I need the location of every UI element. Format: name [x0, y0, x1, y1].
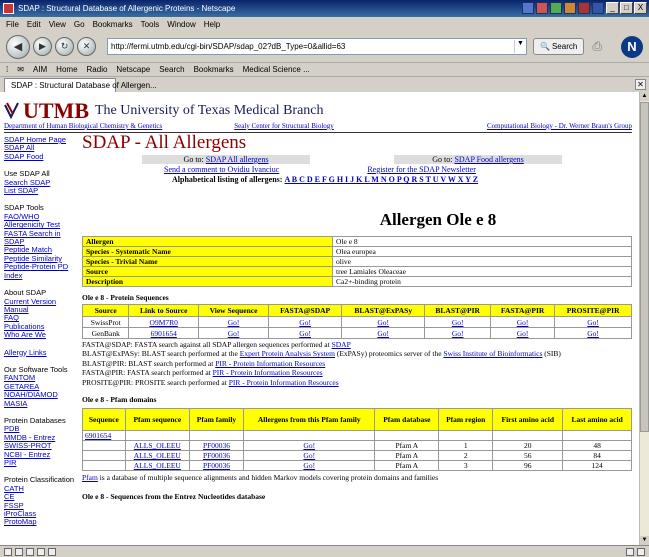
pf-empty-cell: [375, 431, 439, 441]
go-link[interactable]: Go!: [299, 328, 311, 338]
protein-sequences-table: [82, 304, 632, 339]
sidebar-link[interactable]: Publications: [4, 321, 45, 331]
pf-header-cell: Sequence: [83, 409, 126, 431]
pf-cell: [189, 451, 243, 461]
ps-header-row: [83, 305, 632, 317]
pfam-family-link[interactable]: PF00036: [202, 461, 231, 471]
navigation-toolbar: [0, 31, 649, 63]
go-link[interactable]: Go!: [227, 317, 240, 327]
info-value: Ca2+-binding protein: [333, 277, 632, 287]
ps-cell: [555, 328, 632, 339]
sidebar-link[interactable]: Peptide Match: [4, 245, 52, 255]
pf-empty-cell: [189, 431, 243, 441]
pf-cell: [244, 461, 375, 471]
scroll-up-icon[interactable]: ▲: [641, 93, 648, 99]
menu-tools[interactable]: Tools: [140, 19, 160, 29]
sidebar-heading: Use SDAP All: [4, 169, 50, 179]
entrez-section-title: Ole e 8 - Sequences from the Entrez Nucleotides database: [82, 492, 266, 502]
url-text: http://fermi.utmb.edu/cgi-bin/SDAP/sdap_02?dB_Type=0&allid=63: [111, 42, 346, 51]
status-bar: [0, 545, 649, 557]
info-value: Olea europea: [333, 247, 632, 257]
ps-cell: [269, 317, 342, 328]
ps-cell: [269, 328, 342, 339]
ps-cell: [198, 317, 268, 328]
pf-cell: [125, 461, 189, 471]
pf-empty-cell: [83, 461, 126, 471]
university-name: The University of Texas Medical Branch: [95, 103, 324, 118]
info-row: [83, 277, 632, 287]
sidebar-heading: Our Software Tools: [4, 364, 68, 374]
allergen-info-table: [82, 236, 632, 287]
alphabet-label: Alphabetical listing of allergens:: [172, 175, 283, 184]
table-row: [83, 317, 632, 328]
navigator-icon[interactable]: [4, 548, 12, 556]
personal-radio[interactable]: Radio: [86, 65, 108, 74]
sidebar-link[interactable]: Who Are We: [4, 330, 46, 340]
ps-header-cell: BLAST@PIR: [425, 305, 491, 317]
ps-cell: [129, 328, 199, 339]
info-value: tree Lamiales Oleaceae: [333, 267, 632, 277]
pfam-seq-link[interactable]: ALLS_OLEEU: [133, 441, 181, 451]
pf-cell: 84: [563, 451, 632, 461]
pf-cell: 2: [439, 451, 493, 461]
toolbar-extension-icon[interactable]: [522, 2, 534, 14]
go-link[interactable]: Go!: [377, 317, 390, 327]
ps-cell: [555, 317, 632, 328]
composer-icon[interactable]: [26, 548, 34, 556]
newsletter-link[interactable]: Register for the SDAP Newsletter: [367, 165, 476, 174]
note-line: FASTA@SDAP: FASTA search against all SDAP allergen sequences performed at SDAP: [82, 340, 351, 349]
dept-link-compbio[interactable]: Computational Biology - Dr. Werner Braun's Group: [486, 122, 632, 130]
ps-cell: [491, 328, 555, 339]
pf-header-cell: First amino acid: [493, 409, 563, 431]
menu-bar: [0, 17, 649, 31]
menu-bookmarks[interactable]: Bookmarks: [92, 19, 133, 29]
page-content: [0, 92, 639, 545]
source-link[interactable]: O9M7R0: [149, 317, 178, 327]
sidebar-link[interactable]: Allergenicity Test: [4, 220, 61, 230]
menu-file[interactable]: File: [6, 19, 19, 29]
dept-link-sealy[interactable]: Sealy Center for Structural Biology: [234, 122, 334, 130]
go-link[interactable]: Go!: [587, 328, 599, 338]
info-key: Source: [83, 267, 333, 277]
sidebar-link[interactable]: SDAP: [4, 237, 25, 247]
sidebar-link[interactable]: SDAP Food: [4, 151, 44, 161]
ps-cell: [491, 317, 555, 328]
info-row: [83, 237, 632, 247]
ps-header-cell: FASTA@SDAP: [269, 305, 342, 317]
go-link[interactable]: Go!: [516, 317, 529, 327]
sidebar-link[interactable]: GETAREA: [4, 381, 40, 391]
toolbar-extension-icon[interactable]: [536, 2, 548, 14]
netscape-logo[interactable]: N: [621, 36, 643, 58]
utmb-logo[interactable]: [4, 98, 89, 124]
search-icon: 🔍: [540, 42, 550, 51]
ps-header-cell: FASTA@PIR: [491, 305, 555, 317]
sidebar-heading: Protein Classification: [4, 475, 75, 485]
search-notes: [82, 340, 634, 387]
pf-empty-cell: [493, 431, 563, 441]
dept-link-biochem[interactable]: Department of Human Biological Chemistry & Genetics: [4, 122, 163, 130]
note-link[interactable]: PIR - Protein Information Resources: [215, 358, 326, 368]
allergen-title: Allergen Ole e 8: [379, 210, 497, 229]
personal-medical-science[interactable]: Medical Science ...: [242, 65, 310, 74]
chat-icon[interactable]: [37, 548, 45, 556]
ps-header-cell: View Sequence: [198, 305, 268, 317]
mail-icon[interactable]: ✉: [17, 65, 24, 74]
note-line: FASTA@PIR: FASTA search performed at PIR - Protein Information Resources: [82, 368, 323, 378]
minimize-button[interactable]: _: [606, 2, 619, 14]
utmb-logo-text: UTMB: [23, 98, 89, 123]
pfam-family-link[interactable]: PF00036: [202, 451, 231, 461]
info-key: Description: [83, 277, 333, 287]
scroll-thumb[interactable]: [640, 102, 649, 432]
go-link[interactable]: Go!: [303, 441, 316, 451]
menu-window[interactable]: Window: [167, 19, 196, 29]
goto-food-box: Go to: SDAP Food allergens: [394, 155, 562, 164]
note-link[interactable]: SDAP: [331, 340, 351, 349]
title-bar: [0, 0, 649, 17]
tab-bar: [0, 77, 649, 92]
source-link[interactable]: 6901654: [150, 328, 177, 338]
ps-header-cell: Link to Source: [129, 305, 199, 317]
sidebar-nav: [4, 136, 80, 527]
pf-cell: Pfam A: [375, 451, 439, 461]
sidebar-link[interactable]: FANTOM: [4, 373, 36, 383]
note-link[interactable]: PIR - Protein Information Resources: [212, 368, 323, 378]
note-line: BLAST@PIR: BLAST search performed at PIR - Protein Information Resources: [82, 358, 326, 368]
ps-cell: SwissProt: [83, 317, 129, 328]
pf-empty-cell: [563, 431, 632, 441]
sidebar-heading: SDAP Tools: [4, 203, 44, 213]
note-link[interactable]: Swiss Institute of Bioinformatics: [443, 349, 543, 359]
info-key: Allergen: [83, 237, 333, 247]
page-title: SDAP - All Allergens: [82, 132, 247, 153]
personal-search[interactable]: Search: [159, 65, 185, 74]
note-link[interactable]: Expert Protein Analysis System: [239, 349, 335, 359]
pf-empty-cell: [439, 431, 493, 441]
go-link[interactable]: Go!: [451, 317, 464, 327]
protein-sequences-title: Ole e 8 - Protein Sequences: [82, 293, 169, 302]
sidebar-link[interactable]: NCBI - Entrez: [4, 449, 51, 459]
sidebar-link[interactable]: FASTA Search in: [4, 228, 61, 238]
pf-cell: [244, 441, 375, 451]
go-link[interactable]: Go!: [377, 328, 390, 338]
pf-empty-cell: [83, 451, 126, 461]
stop-button[interactable]: ✕: [77, 37, 96, 56]
print-icon[interactable]: ⎙: [592, 39, 602, 53]
pf-cell: Pfam A: [375, 461, 439, 471]
pf-header-cell: Pfam database: [375, 409, 439, 431]
sidebar-link[interactable]: PDB: [4, 424, 20, 434]
search-button[interactable]: [533, 38, 584, 55]
pf-cell: 48: [563, 441, 632, 451]
search-button-label: Search: [551, 42, 578, 51]
menu-view[interactable]: View: [48, 19, 66, 29]
ps-cell: [198, 328, 268, 339]
personal-netscape[interactable]: Netscape: [116, 65, 151, 74]
pf-empty-cell: [83, 441, 126, 451]
pf-cell: Pfam A: [375, 441, 439, 451]
sidebar-link[interactable]: iProClass: [4, 509, 37, 519]
scroll-down-icon[interactable]: ▼: [641, 537, 648, 543]
personal-toolbar: [0, 63, 649, 77]
menu-help[interactable]: Help: [203, 19, 221, 29]
sidebar-heading: About SDAP: [4, 288, 47, 298]
sidebar-link[interactable]: FAQ: [4, 313, 20, 323]
pf-cell: 96: [493, 461, 563, 471]
personal-home[interactable]: Home: [56, 65, 78, 74]
pf-cell: [189, 461, 243, 471]
maximize-button[interactable]: □: [620, 2, 633, 14]
info-value: olive: [333, 257, 632, 267]
sidebar-heading: Protein Databases: [4, 415, 66, 425]
pf-header-cell: Pfam family: [189, 409, 243, 431]
pf-empty-cell: [125, 431, 189, 441]
sidebar-link[interactable]: FAO/WHO: [4, 211, 40, 221]
toolbar-grip-icon: ⁞: [6, 65, 9, 74]
goto-all-box: Go to: SDAP All allergens: [142, 155, 310, 164]
note-line: PROSITE@PIR: PROSITE search performed at PIR - Protein Information Resources: [82, 377, 339, 387]
pf-seq-link[interactable]: 6901654: [85, 431, 112, 441]
sidebar-link[interactable]: MMDB - Entrez: [4, 432, 56, 442]
info-key: Species - Systematic Name: [83, 247, 333, 257]
forward-button[interactable]: ▶: [33, 37, 52, 56]
ps-header-cell: Source: [83, 305, 129, 317]
pf-cell: 56: [493, 451, 563, 461]
back-button[interactable]: ◀: [6, 35, 30, 59]
window-title: SDAP : Structural Database of Allergenic Proteins - Netscape: [18, 4, 236, 13]
ps-cell: [342, 328, 425, 339]
ps-cell: [342, 317, 425, 328]
close-button[interactable]: X: [634, 2, 647, 14]
sidebar-link[interactable]: Search SDAP: [4, 177, 51, 187]
ps-cell: GenBank: [83, 328, 129, 339]
pfam-family-link[interactable]: PF00036: [202, 441, 231, 451]
address-book-icon[interactable]: [48, 548, 56, 556]
security-lock-icon: [637, 548, 645, 556]
toolbar-extension-icon[interactable]: [550, 2, 562, 14]
go-link[interactable]: Go!: [299, 317, 311, 327]
comment-row: [82, 165, 634, 174]
pf-header-cell: Last amino acid: [563, 409, 632, 431]
go-link[interactable]: Go!: [303, 451, 316, 461]
toolbar-extension-icon[interactable]: [592, 2, 604, 14]
note-link[interactable]: PIR - Protein Information Resources: [228, 377, 339, 387]
pf-cell: [125, 441, 189, 451]
sidebar-link[interactable]: List SDAP: [4, 186, 39, 196]
table-row: [83, 431, 632, 441]
sidebar-link[interactable]: CATH: [4, 483, 24, 493]
tab-sdap[interactable]: [4, 78, 157, 92]
ps-header-cell: PROSITE@PIR: [555, 305, 632, 317]
ps-cell: [129, 317, 199, 328]
pf-cell: [125, 451, 189, 461]
toolbar-extension-icon[interactable]: [564, 2, 576, 14]
pfam-note: Pfam is a database of multiple sequence alignments and hidden Markov models covering protein domains and families: [82, 473, 439, 483]
pf-cell: 20: [493, 441, 563, 451]
sidebar-link[interactable]: FSSP: [4, 500, 24, 510]
sidebar-link[interactable]: ProtoMap: [4, 517, 37, 527]
go-link[interactable]: Go!: [516, 328, 529, 338]
send-comment-link[interactable]: Send a comment to Ovidiu Ivanciuc: [164, 165, 280, 174]
info-row: [83, 257, 632, 267]
sidebar-link[interactable]: Current Version: [4, 296, 57, 306]
goto-food-link[interactable]: SDAP Food allergens: [454, 155, 524, 164]
utmb-header: [4, 98, 324, 124]
tab-label: SDAP : Structural Database of Allergen...: [11, 81, 157, 90]
pf-empty-cell: [244, 431, 375, 441]
pfam-seq-link[interactable]: ALLS_OLEEU: [133, 461, 181, 471]
sidebar-link[interactable]: PIR: [4, 458, 17, 467]
pfam-table: [82, 408, 632, 471]
go-link[interactable]: Go!: [303, 461, 316, 471]
pf-header-row: [83, 409, 632, 431]
sidebar-link[interactable]: Peptide Similarity: [4, 253, 62, 263]
sidebar-link[interactable]: SDAP All: [4, 143, 35, 153]
reload-button[interactable]: ↻: [55, 37, 74, 56]
vertical-scrollbar[interactable]: [639, 92, 649, 545]
alphabet-row: [172, 175, 634, 184]
pf-cell: 124: [563, 461, 632, 471]
mail-status-icon[interactable]: [15, 548, 23, 556]
goto-all-link[interactable]: SDAP All allergens: [205, 155, 269, 164]
menu-go[interactable]: Go: [73, 19, 85, 29]
go-link[interactable]: Go!: [587, 317, 599, 327]
sidebar-link[interactable]: Index: [4, 270, 23, 280]
ps-cell: [425, 328, 491, 339]
table-row: [83, 441, 632, 451]
table-row: [83, 328, 632, 339]
info-row: [83, 247, 632, 257]
sidebar-link[interactable]: CE: [4, 492, 15, 502]
pf-cell: [189, 441, 243, 451]
pfam-seq-link[interactable]: ALLS_OLEEU: [133, 451, 181, 461]
table-row: [83, 451, 632, 461]
personal-aim[interactable]: AIM: [32, 65, 48, 74]
main-column: [82, 132, 634, 501]
table-row: [83, 461, 632, 471]
connection-icon: [626, 548, 634, 556]
sidebar-link[interactable]: MASIA: [4, 398, 28, 408]
pf-seq-cell: [83, 431, 126, 441]
pf-header-cell: Pfam sequence: [125, 409, 189, 431]
sidebar-link[interactable]: Manual: [4, 304, 29, 314]
personal-bookmarks[interactable]: Bookmarks: [193, 65, 234, 74]
sidebar-link[interactable]: SDAP Home Page: [4, 135, 66, 144]
utmb-mark-icon: [4, 100, 19, 118]
sidebar-link[interactable]: NOAH/DIAMOD: [4, 390, 58, 400]
pf-cell: [244, 451, 375, 461]
ps-header-cell: BLAST@ExPASy: [342, 305, 425, 317]
go-link[interactable]: Go!: [227, 328, 240, 338]
pf-cell: 1: [439, 441, 493, 451]
sidebar-link[interactable]: Peptide-Protein PD: [4, 262, 69, 272]
go-link[interactable]: Go!: [451, 328, 464, 338]
sidebar-link[interactable]: SWISS-PROT: [4, 441, 52, 451]
netscape-app-icon: [3, 3, 14, 14]
goto-row: [82, 155, 634, 164]
url-bar[interactable]: [107, 38, 527, 55]
ps-cell: [425, 317, 491, 328]
url-dropdown-icon[interactable]: ▼: [514, 40, 526, 53]
info-value: Ole e 8: [333, 237, 632, 247]
pfam-domains-title: Ole e 8 - Pfam domains: [82, 395, 157, 405]
pf-header-cell: Allergens from this Pfam family: [244, 409, 375, 431]
pf-cell: 3: [439, 461, 493, 471]
close-tab-icon[interactable]: ✕: [635, 79, 646, 90]
pf-header-cell: Pfam region: [439, 409, 493, 431]
info-row: [83, 267, 632, 277]
pfam-link[interactable]: Pfam: [82, 473, 98, 483]
alphabet-links[interactable]: A B C D E F G H I J K L M N O P Q R S T U V W X Y Z: [284, 175, 479, 184]
sidebar-link[interactable]: Allergy Links: [4, 347, 47, 357]
toolbar-extension-icon[interactable]: [578, 2, 590, 14]
info-key: Species - Trivial Name: [83, 257, 333, 267]
note-line: BLAST@ExPASy: BLAST search performed at the Expert Protein Analysis System (ExPASy) proteomics server of the Swiss Institute of Bioinformatics (SIB): [82, 349, 561, 359]
menu-edit[interactable]: Edit: [26, 19, 41, 29]
